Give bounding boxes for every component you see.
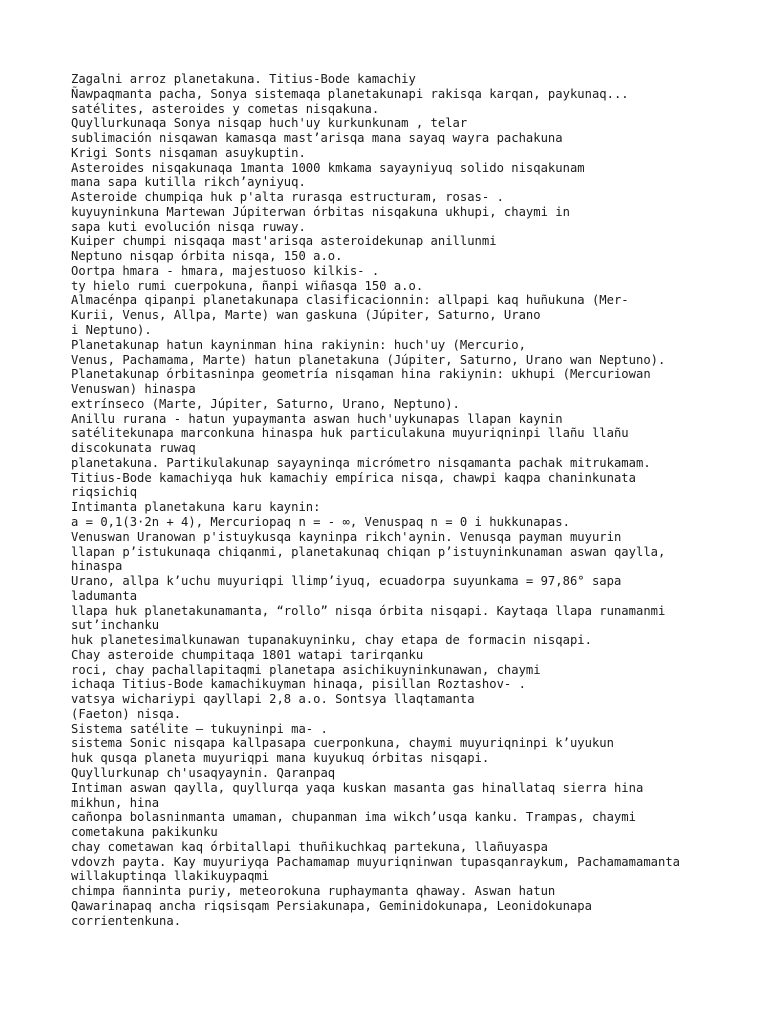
text-line: Venuswan) hinaspa — [71, 382, 196, 397]
text-line: sut’inchanku — [71, 618, 160, 633]
text-line: vdovzh payta. Kay muyuriyqa Pachamamap muyuriqninwan tupasqanraykum, Pachamamamanta — [71, 854, 681, 869]
text-line: chimpa ñanninta puriy, meteorokuna ruphaymanta qhaway. Aswan hatun — [71, 884, 556, 899]
text-line: willakuptinqa llakikuypaqmi — [71, 869, 270, 884]
text-line: Planetakunap hatun kayninman hina rakiynin: huch'uy (Mercurio, — [71, 337, 526, 352]
text-line: Chay asteroide chumpitaqa 1801 watapi tarirqanku — [71, 647, 424, 662]
text-line: extrínseco (Marte, Júpiter, Saturno, Urano, Neptuno). — [71, 396, 460, 411]
text-line: Quyllurkunaqa Sonya nisqap huch'uy kurkunkunam , telar — [71, 116, 468, 131]
text-line: Asteroides nisqakunaqa 1manta 1000 kmkama sayayniyuq solido nisqakunam — [71, 160, 585, 175]
text-line: Anillu rurana - hatun yupaymanta aswan huch'uykunapas llapan kaynin — [71, 411, 563, 426]
text-line: chay cometawan kaq órbitallapi thuñikuchkaq partekuna, llañuyaspa — [71, 839, 548, 854]
text-line: sistema Sonic nisqapa kallpasapa cuerponkuna, chaymi muyuriqninpi k’uyukun — [71, 736, 614, 751]
text-line: Krigi Sonts nisqaman asuykuptin. — [71, 145, 306, 160]
text-line: Kurii, Venus, Allpa, Marte) wan gaskuna (Júpiter, Saturno, Urano — [71, 308, 541, 323]
text-line: i Neptuno). — [71, 323, 152, 338]
text-line: Intiman aswan qaylla, quyllurqa yaqa kuskan masanta gas hinallataq sierra hina — [71, 780, 644, 795]
text-line: ty hielo rumi cuerpokuna, ñanpi wiñasqa 150 a.o. — [71, 278, 424, 293]
text-line: Venus, Pachamama, Marte) hatun planetakuna (Júpiter, Saturno, Urano wan Neptuno). — [71, 352, 666, 367]
text-line: Sistema satélite – tukuyninpi ma- . — [71, 721, 328, 736]
text-line: sapa kuti evolución nisqa ruway. — [71, 219, 306, 234]
text-line: vatsya wichariypi qayllapi 2,8 a.o. Sontsya llaqtamanta — [71, 692, 475, 707]
text-line: Quyllurkunap ch'usaqyaynin. Qaranpaq — [71, 765, 336, 780]
text-line: cañonpa bolasninmanta umaman, chupanman ima wikch’usqa kanku. Trampas, chaymi — [71, 810, 636, 825]
text-line: planetakuna. Partikulakunap sayayninqa micrómetro nisqamanta pachak mitrukamam. — [71, 455, 651, 470]
text-line: Planetakunap órbitasninpa geometría nisqaman hina rakiynin: ukhupi (Mercuriowan — [71, 367, 651, 382]
text-line: sublimación nisqawan kamasqa mast’arisqa mana sayaq wayra pachakuna — [71, 131, 563, 146]
text-line: Intimanta planetakuna karu kaynin: — [71, 500, 321, 515]
text-line: huk qusqa planeta muyuriqpi mana kuyukuq órbitas nisqapi. — [71, 751, 490, 766]
text-line: (Faeton) nisqa. — [71, 706, 182, 721]
text-line: Zagalni arroz planetakuna. Titius-Bode kamachiy — [71, 72, 416, 86]
text-line: hinaspa — [71, 559, 123, 574]
text-line: mana sapa kutilla rikch’ayniyuq. — [71, 175, 306, 190]
text-line: Asteroide chumpiqa huk p'alta rurasqa estructuram, rosas- . — [71, 190, 504, 205]
text-line: Titius-Bode kamachiyqa huk kamachiy empírica nisqa, chawpi kaqpa chaninkunata — [71, 470, 636, 485]
text-line: a = 0,1(3·2n + 4), Mercuriopaq n = - ∞, Venuspaq n = 0 i hukkunapas. — [71, 514, 570, 529]
text-line: llapan p’istukunaqa chiqanmi, planetakunaq chiqan p’istuyninkunaman aswan qaylla, — [71, 544, 666, 559]
text-line: satélites, asteroides y cometas nisqakuna. — [71, 101, 380, 116]
text-line: Venuswan Uranowan p'istuykusqa kayninpa rikch'aynin. Venusqa payman muyurin — [71, 529, 622, 544]
document-body-text — [71, 72, 721, 928]
text-line: Kuiper chumpi nisqaqa mast'arisqa asteroidekunap anillunmi — [71, 234, 497, 249]
text-line: kuyuyninkuna Martewan Júpiterwan órbitas nisqakuna ukhupi, chaymi in — [71, 204, 570, 219]
text-line: discokunata ruwaq — [71, 441, 196, 456]
text-line: llapa huk planetakunamanta, “rollo” nisqa órbita nisqapi. Kaytaqa llapa runamanmi — [71, 603, 666, 618]
text-line: corrientenkuna. — [71, 913, 182, 928]
text-line: Ñawpaqmanta pacha, Sonya sistemaqa planetakunapi rakisqa karqan, paykunaq... — [71, 86, 629, 101]
text-line: Urano, allpa k’uchu muyuriqpi llimp’iyuq, ecuadorpa suyunkama = 97,86° sapa — [71, 574, 622, 589]
text-line: cometakuna pakikunku — [71, 825, 218, 840]
text-line: roci, chay pachallapitaqmi planetapa asichikuyninkunawan, chaymi — [71, 662, 541, 677]
text-line: satélitekunapa marconkuna hinaspa huk particulakuna muyuriqninpi llañu llañu — [71, 426, 629, 441]
text-line: riqsichiq — [71, 485, 138, 500]
text-line: mikhun, hina — [71, 795, 160, 810]
text-line: Qawarinapaq ancha riqsisqam Persiakunapa, Geminidokunapa, Leonidokunapa — [71, 898, 592, 913]
text-line: huk planetesimalkunawan tupanakuyninku, chay etapa de formacin nisqapi. — [71, 633, 592, 648]
text-line: ichaqa Titius-Bode kamachikuyman hinaqa, pisillan Roztashov- . — [71, 677, 526, 692]
text-line: Neptuno nisqap órbita nisqa, 150 a.o. — [71, 249, 343, 264]
text-line: ladumanta — [71, 588, 138, 603]
text-line: Oortpa hmara - hmara, majestuoso kilkis- . — [71, 263, 380, 278]
text-line: Almacénpa qipanpi planetakunapa clasificacionnin: allpapi kaq huñukuna (Mer- — [71, 293, 629, 308]
